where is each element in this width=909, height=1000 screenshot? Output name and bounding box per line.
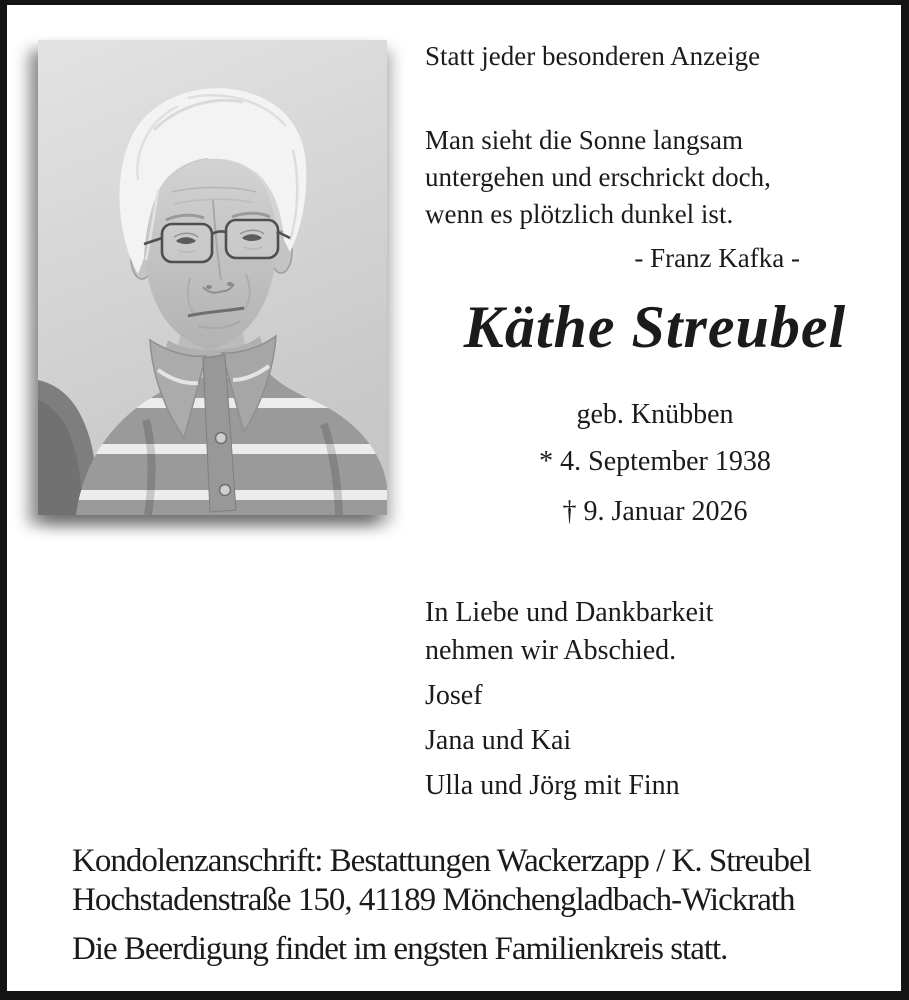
birth-date: * 4. September 1938	[539, 446, 771, 477]
mourner: Jana und Kai	[425, 725, 572, 756]
quote-line: wenn es plötzlich dunkel ist.	[425, 199, 734, 229]
condolence-block	[72, 842, 811, 969]
intro-line: Statt jeder besonderen Anzeige	[425, 41, 761, 71]
farewell-line: nehmen wir Abschied.	[425, 635, 677, 666]
condolence-address-line: Kondolenzanschrift: Bestattungen Wackerzapp / K. Streubel	[72, 843, 811, 879]
condolence-address-line: Hochstadenstraße 150, 41189 Mönchengladbach-Wickrath	[72, 882, 795, 918]
maiden-name: geb. Knübben	[576, 399, 734, 430]
portrait-illustration	[38, 40, 387, 515]
quote-line: Man sieht die Sonne langsam	[425, 125, 743, 155]
mourner: Ulla und Jörg mit Finn	[425, 770, 680, 801]
quote-line: untergehen und erschrickt doch,	[425, 162, 771, 192]
button	[220, 485, 231, 496]
mourner: Josef	[425, 680, 483, 711]
farewell-block	[425, 594, 713, 670]
button	[216, 433, 227, 444]
quote-attribution: - Franz Kafka -	[634, 243, 800, 273]
death-date: † 9. Januar 2026	[562, 496, 748, 527]
farewell-line: In Liebe und Dankbarkeit	[425, 597, 714, 628]
funeral-note: Die Beerdigung findet im engsten Familienkreis statt.	[72, 931, 728, 967]
portrait-photo	[38, 40, 387, 515]
deceased-name: Käthe Streubel	[463, 294, 847, 360]
quote-block	[425, 122, 771, 233]
mourners-list	[425, 681, 680, 816]
